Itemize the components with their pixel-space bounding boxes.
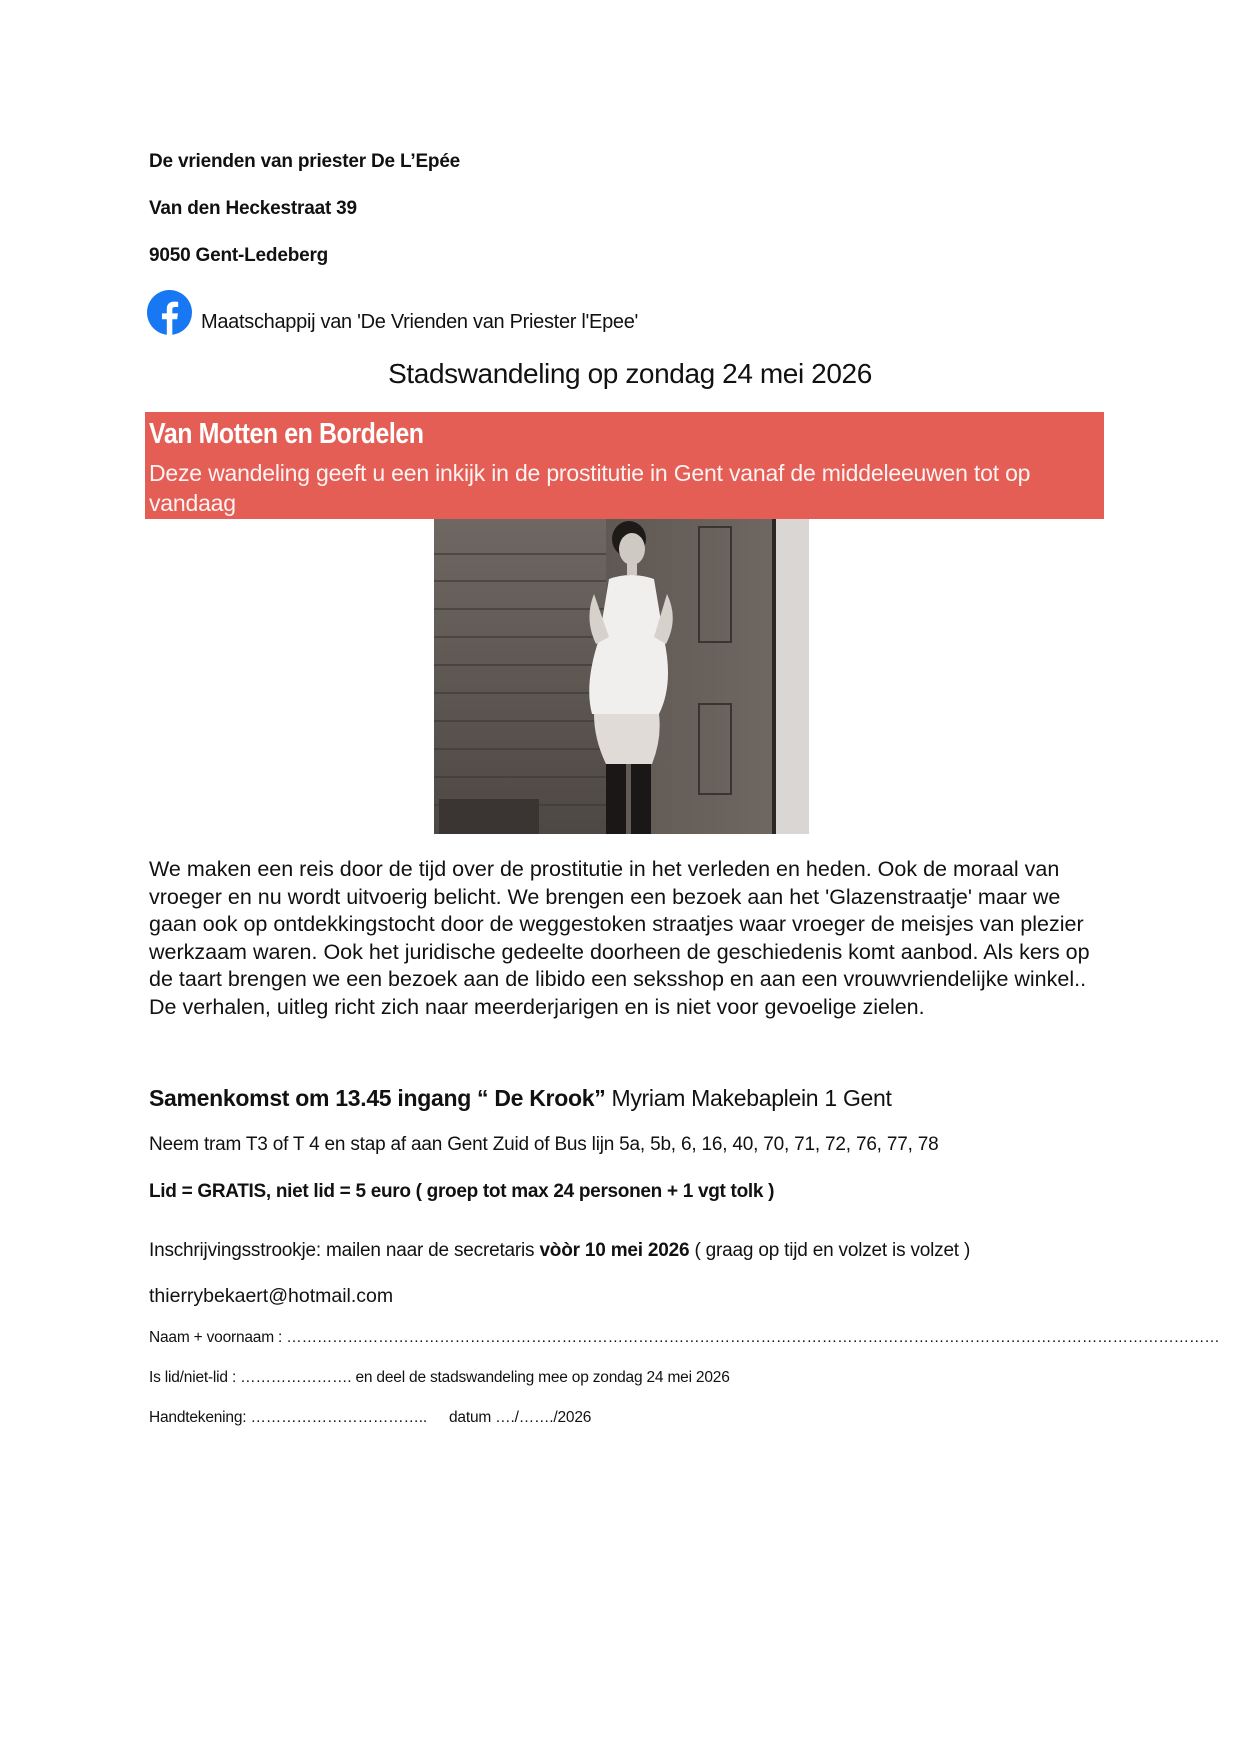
- meeting-address: Myriam Makebaplein 1 Gent: [605, 1085, 892, 1111]
- description-disclaimer: De verhalen, uitleg richt zich naar meerderjarigen en is niet voor gevoelige zielen.: [149, 994, 925, 1019]
- form-name-label: Naam + voornaam :: [149, 1329, 287, 1346]
- description-paragraph: We maken een reis door de tijd over de prostitutie in het verleden en heden. Ook de moraal van vroeger en nu wordt uitvoerig belicht. We brengen een bezoek aan het 'Glazenstraatje' maar we gaan ook op ontdekkingstocht door de weggestoken straatjes waar vroeger de meisjes van plezier werkzaam waren. Ook het juridische gedeelte doorheen de geschiedenis komt aanbod. Als kers op de taart brengen we een bezoek aan de libido een seksshop en aan een vrouwvriendelijke winkel..: [149, 857, 1090, 991]
- form-signature-field[interactable]: ……………………………..: [250, 1409, 427, 1426]
- registration-info: [149, 1240, 970, 1262]
- meeting-time-entrance: Samenkomst om 13.45 ingang “ De Krook”: [149, 1085, 606, 1111]
- organization-city: 9050 Gent-Ledeberg: [149, 245, 329, 266]
- facebook-icon[interactable]: [147, 290, 192, 335]
- organization-name: De vrienden van priester De L’Epée: [149, 151, 461, 172]
- facebook-page-link[interactable]: Maatschappij van 'De Vrienden van Priester l'Epee': [201, 311, 639, 333]
- form-member-label: Is lid/niet-lid :: [149, 1369, 241, 1386]
- form-name-line: [149, 1329, 1220, 1347]
- form-member-line: [149, 1369, 730, 1387]
- price-info: Lid = GRATIS, niet lid = 5 euro ( groep tot max 24 personen + 1 vgt tolk ): [149, 1181, 775, 1202]
- form-member-field[interactable]: ………………….: [240, 1369, 352, 1386]
- form-signature-line: [149, 1409, 591, 1427]
- historic-photo: [434, 519, 809, 834]
- secretary-email-link[interactable]: thierrybekaert@hotmail.com: [149, 1285, 394, 1307]
- banner-subtitle: Deze wandeling geeft u een inkijk in de prostitutie in Gent vanaf de middeleeuwen tot op vandaag: [149, 460, 1031, 516]
- form-member-suffix: en deel de stadswandeling mee op zondag 24 mei 2026: [351, 1369, 730, 1386]
- meeting-point: [149, 1085, 892, 1112]
- description: [149, 856, 1109, 1021]
- form-date-field[interactable]: datum …./……./2026: [449, 1409, 592, 1426]
- registration-note: ( graag op tijd en volzet is volzet ): [689, 1240, 971, 1261]
- transport-info: Neem tram T3 of T 4 en stap af aan Gent Zuid of Bus lijn 5a, 5b, 6, 16, 40, 70, 71, 72, 76, 77, 78: [149, 1134, 939, 1155]
- title-banner: [145, 412, 1104, 519]
- banner-title: Van Motten en Bordelen: [149, 418, 424, 450]
- registration-intro: Inschrijvingsstrookje: mailen naar de secretaris: [149, 1240, 540, 1261]
- registration-deadline: vòòr 10 mei 2026: [539, 1240, 690, 1261]
- form-signature-label: Handtekening:: [149, 1409, 251, 1426]
- form-name-field[interactable]: …………………………………………………………………………………………………………………………………………………………………: [286, 1329, 1220, 1346]
- event-title: Stadswandeling op zondag 24 mei 2026: [388, 358, 872, 389]
- organization-street: Van den Heckestraat 39: [149, 198, 357, 219]
